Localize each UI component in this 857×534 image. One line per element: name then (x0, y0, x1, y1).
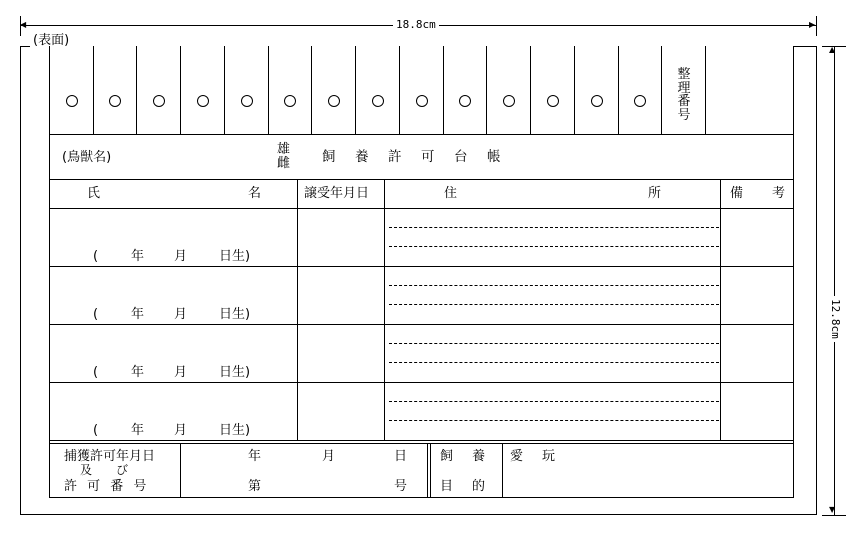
width-dimension: ◀ ▶ 18.8cm (20, 16, 817, 36)
permit-label-line2: 及 び (80, 463, 129, 477)
punch-hole (153, 95, 165, 107)
remarks-header: 備 考 (730, 186, 794, 201)
address-header-left: 住 (444, 186, 458, 201)
birth-day: 日生) (219, 249, 251, 264)
permit-number-suffix: 号 (394, 479, 408, 494)
punch-hole (197, 95, 209, 107)
permit-label-line3: 許 可 番 号 (64, 479, 150, 494)
species-label: (鳥獣名) (62, 150, 112, 165)
transfer-date-header: 譲受年月日 (304, 186, 370, 201)
punch-hole (284, 95, 296, 107)
punch-hole (634, 95, 646, 107)
purpose-label-2: 目 的 (440, 479, 489, 494)
birth-month: 月 (174, 423, 188, 438)
punch-strip (49, 46, 794, 135)
purpose-label-1: 飼 養 (440, 449, 489, 464)
punch-hole (328, 95, 340, 107)
table-row (49, 208, 794, 266)
birth-day: 日生) (219, 365, 251, 380)
table-row (49, 382, 794, 440)
permit-year: 年 (248, 449, 262, 464)
punch-hole (416, 95, 428, 107)
punch-hole (459, 95, 471, 107)
birth-year: 年 (131, 249, 145, 264)
height-dimension: ▲ ▼ 12.8cm (822, 46, 846, 516)
punch-hole (503, 95, 515, 107)
permit-label-line1: 捕獲許可年月日 (64, 449, 156, 464)
birth-month: 月 (174, 307, 188, 322)
birth-year: 年 (131, 307, 145, 322)
address-header-right: 所 (648, 186, 662, 201)
punch-hole (66, 95, 78, 107)
width-label: 18.8cm (393, 19, 439, 30)
table-row (49, 266, 794, 324)
punch-hole (591, 95, 603, 107)
sex-male: 雄 (277, 142, 291, 157)
birth-month: 月 (174, 249, 188, 264)
punch-hole (241, 95, 253, 107)
punch-hole (547, 95, 559, 107)
name-header-right: 名 (248, 186, 262, 201)
birth-open: ( (93, 307, 99, 322)
birth-day: 日生) (219, 307, 251, 322)
index-number-label: 整理番号 (677, 67, 691, 123)
permit-month: 月 (322, 449, 336, 464)
name-header-left: 氏 (87, 186, 101, 201)
birth-open: ( (93, 249, 99, 264)
punch-hole (372, 95, 384, 107)
birth-day: 日生) (219, 423, 251, 438)
birth-open: ( (93, 365, 99, 380)
sex-female: 雌 (277, 156, 291, 171)
birth-year: 年 (131, 423, 145, 438)
permit-day: 日 (394, 449, 408, 464)
permit-number-prefix: 第 (248, 479, 262, 494)
height-label: 12.8cm (830, 296, 841, 342)
punch-hole (109, 95, 121, 107)
table-row (49, 324, 794, 382)
birth-open: ( (93, 423, 99, 438)
purpose-value: 愛 玩 (510, 449, 559, 464)
birth-year: 年 (131, 365, 145, 380)
form-title: 飼 養 許 可 台 帳 (322, 149, 504, 165)
birth-month: 月 (174, 365, 188, 380)
face-label: (表面) (33, 33, 70, 48)
